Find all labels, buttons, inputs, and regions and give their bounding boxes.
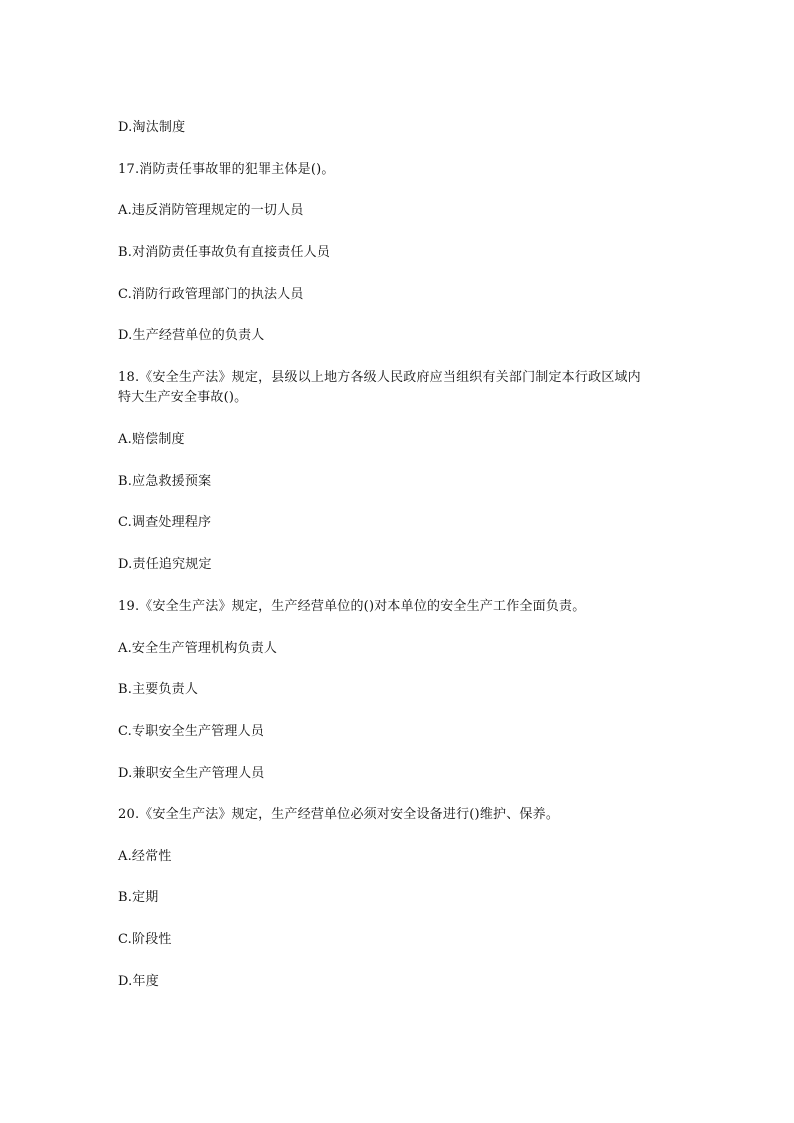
q18-option-b: B.应急救援预案 (118, 474, 212, 489)
q20-option-b: B.定期 (118, 890, 159, 905)
q18-option-d: D.责任追究规定 (118, 557, 212, 572)
q18-stem-line2: 特大生产安全事故()。 (118, 390, 248, 405)
q17-stem: 17.消防责任事故罪的犯罪主体是()。 (118, 162, 335, 177)
q17-option-b: B.对消防责任事故负有直接责任人员 (118, 245, 331, 260)
q20-option-c: C.阶段性 (118, 932, 172, 947)
q18-stem-line1: 18.《安全生产法》规定，县级以上地方各级人民政府应当组织有关部门制定本行政区域内 (118, 370, 641, 385)
q19-stem: 19.《安全生产法》规定，生产经营单位的()对本单位的安全生产工作全面负责。 (118, 599, 586, 614)
q18-option-a: A.赔偿制度 (118, 432, 185, 447)
q20-option-a: A.经常性 (118, 849, 172, 864)
q16-option-d: D.淘汰制度 (118, 120, 186, 135)
q19-option-c: C.专职安全生产管理人员 (118, 724, 265, 739)
q20-stem: 20.《安全生产法》规定，生产经营单位必须对安全设备进行()维护、保养。 (118, 807, 560, 822)
q19-option-b: B.主要负责人 (118, 682, 199, 697)
q19-option-a: A.安全生产管理机构负责人 (118, 641, 278, 656)
q19-option-d: D.兼职安全生产管理人员 (118, 766, 265, 781)
q17-option-a: A.违反消防管理规定的一切人员 (118, 203, 304, 218)
q17-option-c: C.消防行政管理部门的执法人员 (118, 287, 304, 302)
q17-option-d: D.生产经营单位的负责人 (118, 328, 265, 343)
q18-option-c: C.调查处理程序 (118, 515, 212, 530)
q20-option-d: D.年度 (118, 974, 159, 989)
